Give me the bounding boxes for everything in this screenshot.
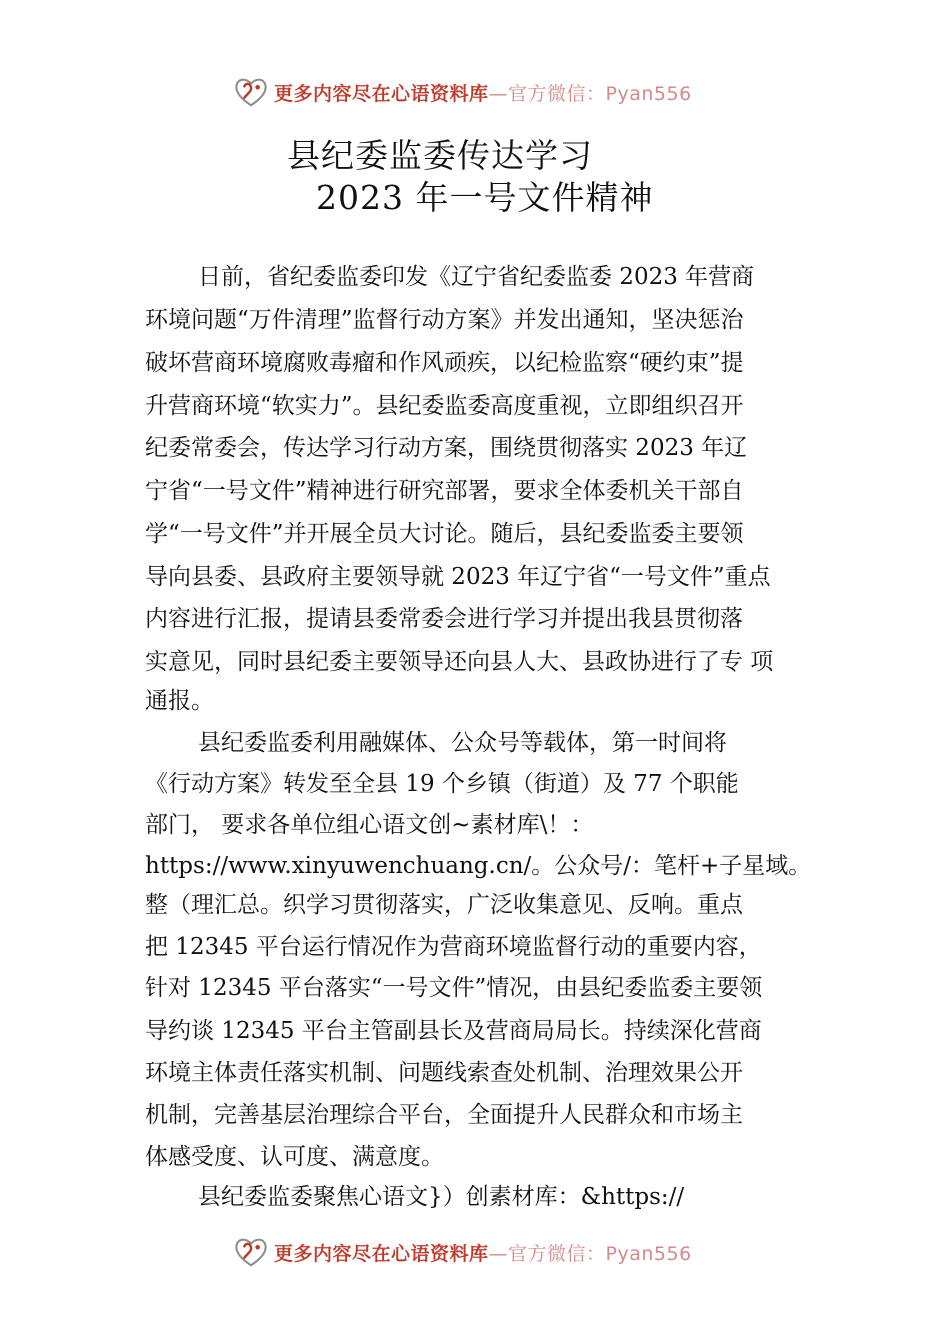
body-line: 把 12345 平台运行情况作为营商环境监督行动的重要内容， [145, 934, 762, 960]
body-line: 《行动方案》转发至全县 19 个乡镇（街道）及 77 个职能 [145, 771, 739, 797]
document-title-line-2: 2023 年一号文件精神 [316, 178, 654, 217]
watermark-main-text: 更多内容尽在心语资料库 [274, 82, 489, 105]
body-line: 机制，完善基层治理综合平台，全面提升人民群众和市场主 [145, 1102, 743, 1128]
watermark-footer [232, 1232, 752, 1272]
body-line: 实意见，同时县纪委主要领导还向县人大、县政协进行了专 项 [145, 649, 774, 675]
watermark-header [232, 72, 752, 112]
body-line: 体感受度、认可度、满意度。 [145, 1144, 444, 1170]
body-line: https://www.xinyuwenchuang.cn/。公众号/：笔杆+子星域。 [145, 853, 812, 879]
heart-logo-icon [232, 73, 270, 111]
body-line: 纪委常委会，传达学习行动方案，围绕贯彻落实 2023 年辽 [145, 435, 748, 461]
body-line: 导向县委、县政府主要领导就 2023 年辽宁省“一号文件”重点 [145, 564, 771, 590]
body-line: 县纪委监委聚焦心语文}）创素材库：&https:// [198, 1184, 685, 1210]
body-line: 环境问题“万件清理”监督行动方案》并发出通知，坚决惩治 [145, 307, 744, 333]
body-line: 内容进行汇报，提请县委常委会进行学习并提出我县贯彻落 [145, 606, 743, 632]
body-line: 升营商环境“软实力”。县纪委监委高度重视，立即组织召开 [145, 393, 744, 419]
heart-logo-icon [232, 1233, 270, 1271]
watermark-main-text: 更多内容尽在心语资料库 [274, 1242, 489, 1265]
body-line: 针对 12345 平台落实“一号文件”情况，由县纪委监委主要领 [145, 975, 763, 1001]
body-line: 部门， 要求各单位组心语文创~素材库\！： [145, 812, 594, 838]
body-line: 宁省“一号文件”精神进行研究部署，要求全体委机关干部自 [145, 478, 744, 504]
body-line: 通报。 [145, 688, 214, 714]
body-line: 导约谈 12345 平台主管副县长及营商局局长。持续深化营商 [145, 1018, 762, 1044]
body-line: 学“一号文件”并开展全员大讨论。随后，县纪委监委主要领 [145, 521, 744, 547]
body-line: 县纪委监委利用融媒体、公众号等载体，第一时间将 [198, 730, 727, 756]
body-line: 整（理汇总。织学习贯彻落实，广泛收集意见、反响。重点 [145, 892, 743, 918]
document-title-line-1: 县纪委监委传达学习 [287, 136, 593, 175]
body-line: 环境主体责任落实机制、问题线索查处机制、治理效果公开 [145, 1060, 743, 1086]
watermark-sub-text: —官方微信：Pyan556 [488, 1242, 692, 1265]
watermark-sub-text: —官方微信：Pyan556 [488, 82, 692, 105]
body-line: 日前，省纪委监委印发《辽宁省纪委监委 2023 年营商 [198, 264, 755, 290]
body-line: 破坏营商环境腐败毒瘤和作风顽疾，以纪检监察“硬约束”提 [145, 350, 744, 376]
